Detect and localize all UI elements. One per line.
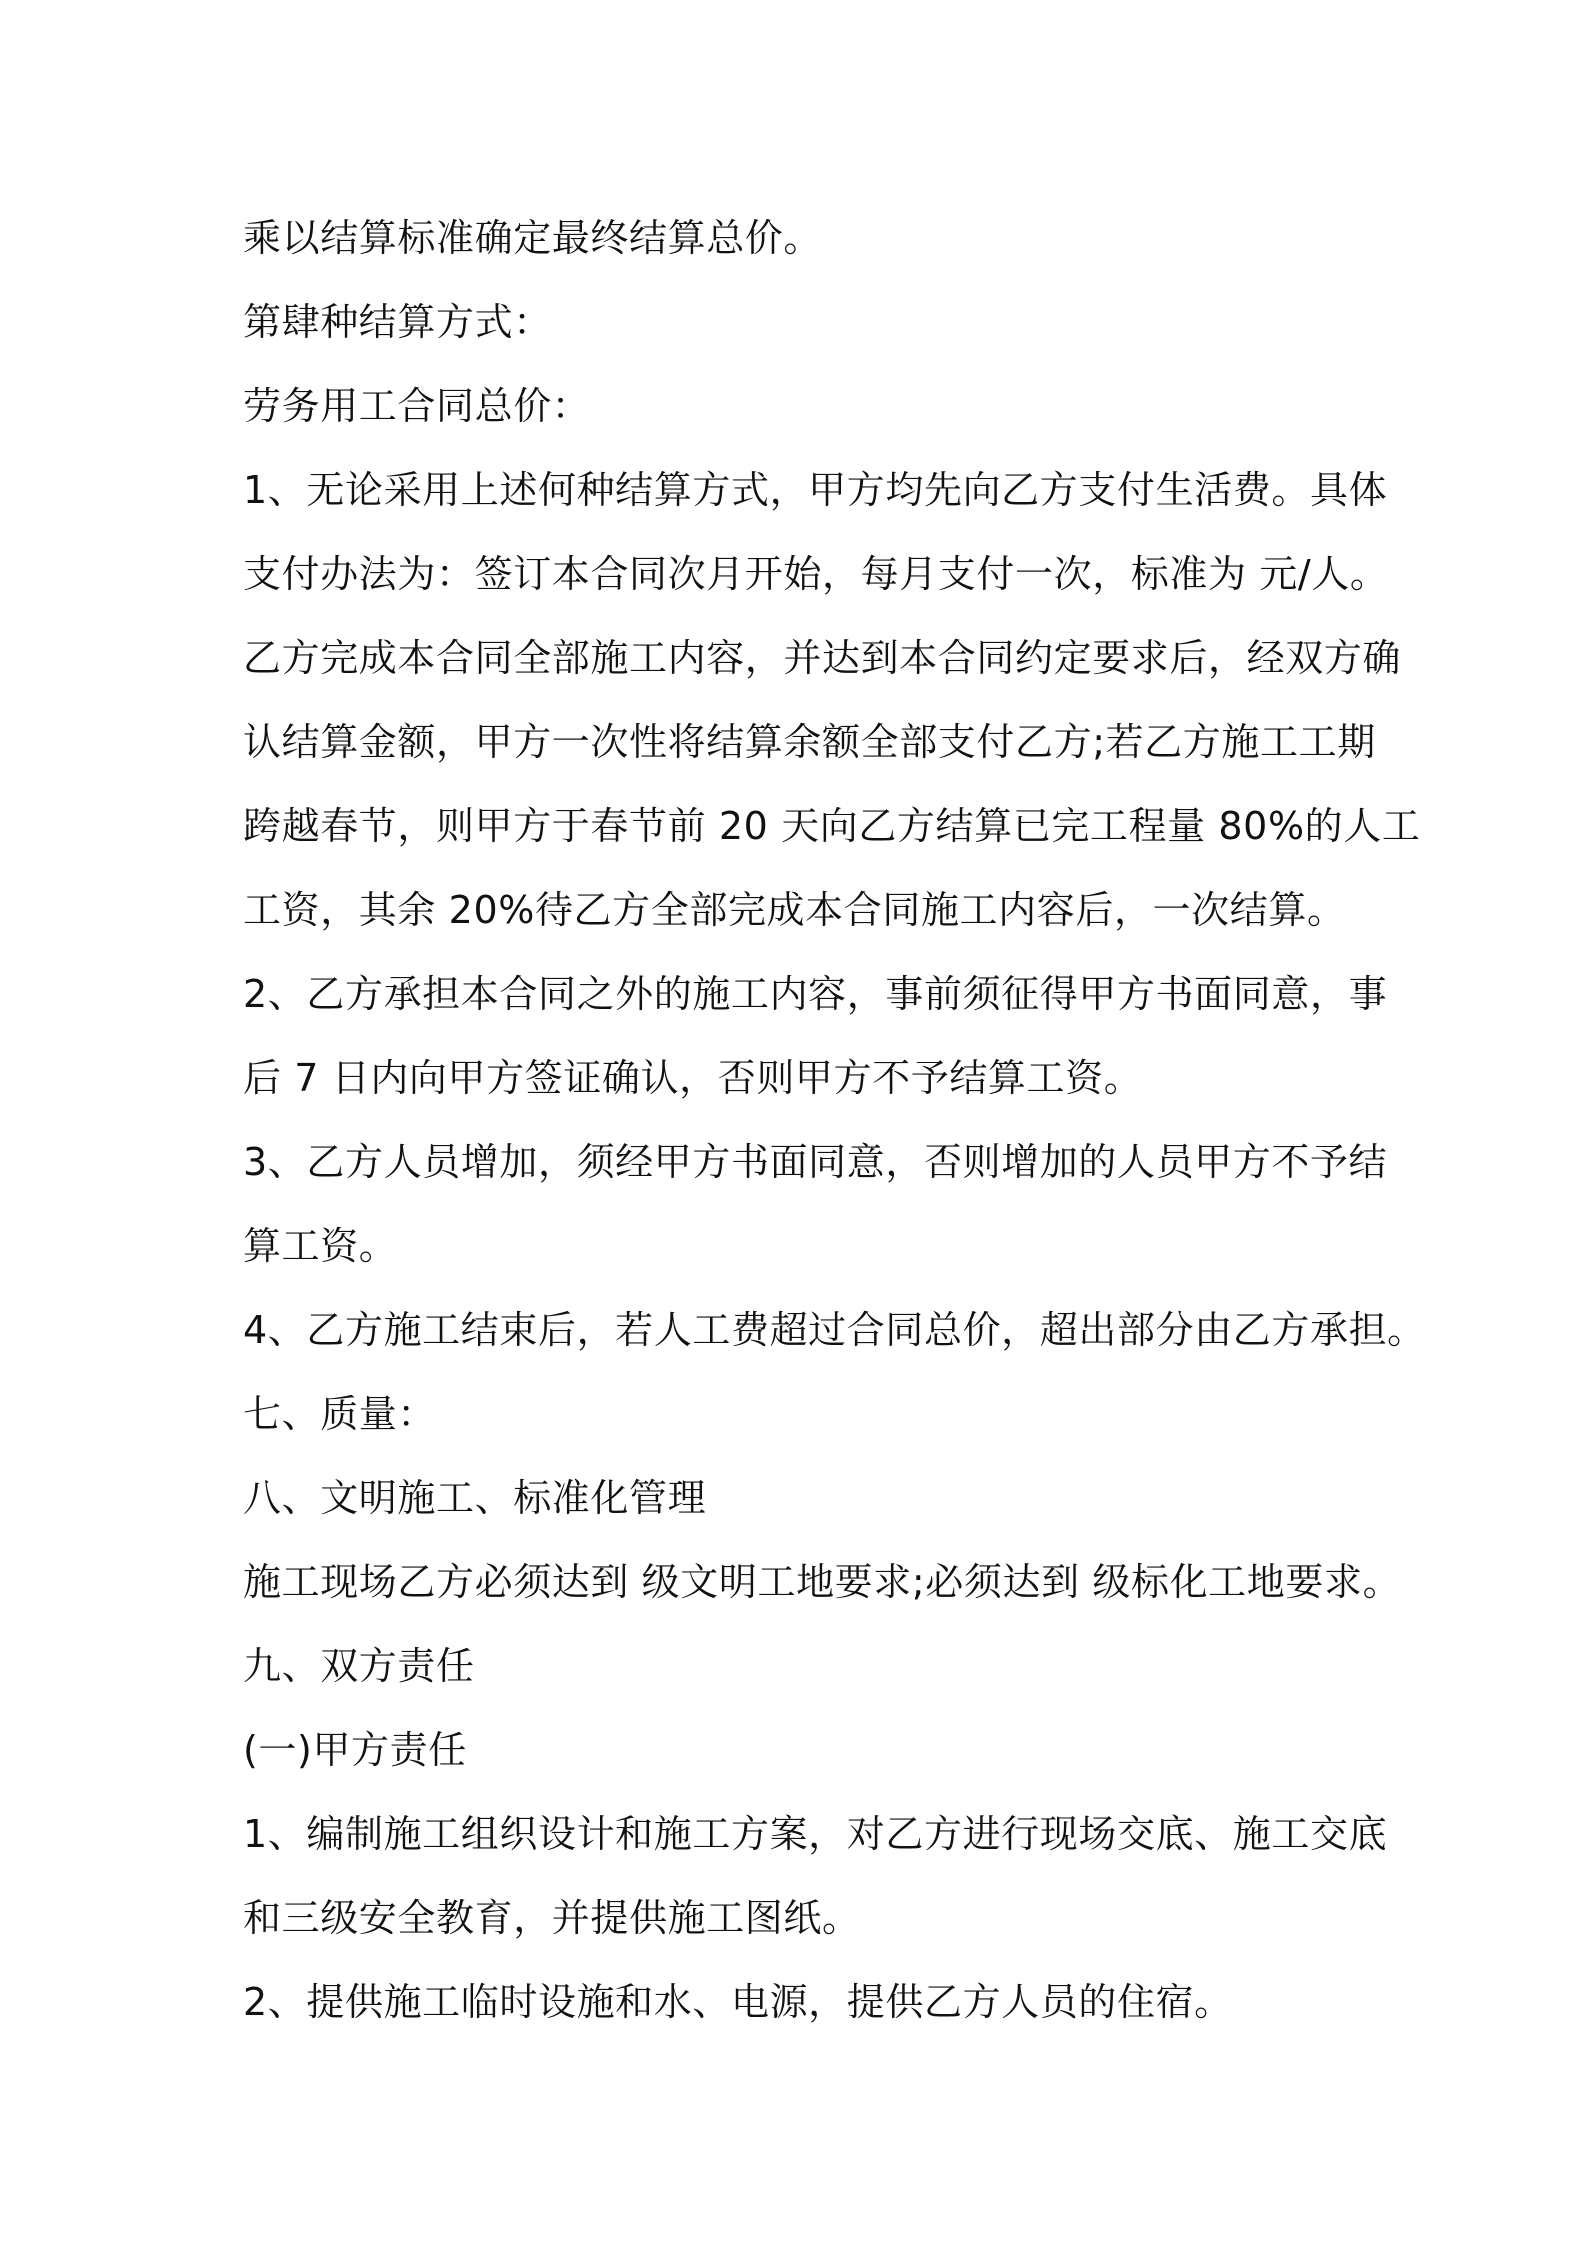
text-line: 跨越春节，则甲方于春节前 20 天向乙方结算已完工程量 80%的人工	[243, 804, 1421, 848]
text-line: 和三级安全教育，并提供施工图纸。	[243, 1896, 861, 1940]
text-line: 第肆种结算方式：	[243, 300, 552, 344]
document-body	[243, 196, 1426, 2044]
text-line: 算工资。	[243, 1224, 398, 1268]
text-line: 4、乙方施工结束后，若人工费超过合同总价，超出部分由乙方承担。	[243, 1308, 1426, 1352]
text-line: 认结算金额，甲方一次性将结算余额全部支付乙方;若乙方施工工期	[243, 720, 1376, 764]
text-line: 2、提供施工临时设施和水、电源，提供乙方人员的住宿。	[243, 1980, 1233, 2024]
text-line: 乘以结算标准确定最终结算总价。	[243, 216, 823, 260]
text-line: 劳务用工合同总价：	[243, 384, 591, 428]
text-line: 1、编制施工组织设计和施工方案，对乙方进行现场交底、施工交底	[243, 1812, 1388, 1856]
text-line: 2、乙方承担本合同之外的施工内容，事前须征得甲方书面同意，事	[243, 972, 1388, 1016]
section-heading: 七、质量：	[243, 1392, 437, 1436]
text-line: 施工现场乙方必须达到 级文明工地要求;必须达到 级标化工地要求。	[243, 1560, 1402, 1604]
section-heading: 九、双方责任	[243, 1644, 475, 1688]
text-line: 支付办法为：签订本合同次月开始，每月支付一次，标准为 元/人。	[243, 552, 1389, 596]
text-line: 工资，其余 20%待乙方全部完成本合同施工内容后，一次结算。	[243, 888, 1346, 932]
text-line: 乙方完成本合同全部施工内容，并达到本合同约定要求后，经双方确	[243, 636, 1402, 680]
text-line: 3、乙方人员增加，须经甲方书面同意，否则增加的人员甲方不予结	[243, 1140, 1388, 1184]
text-line: 1、无论采用上述何种结算方式，甲方均先向乙方支付生活费。具体	[243, 468, 1388, 512]
text-line: 后 7 日内向甲方签证确认，否则甲方不予结算工资。	[243, 1056, 1143, 1100]
subsection-heading: (一)甲方责任	[243, 1728, 467, 1772]
section-heading: 八、文明施工、标准化管理	[243, 1476, 707, 1520]
